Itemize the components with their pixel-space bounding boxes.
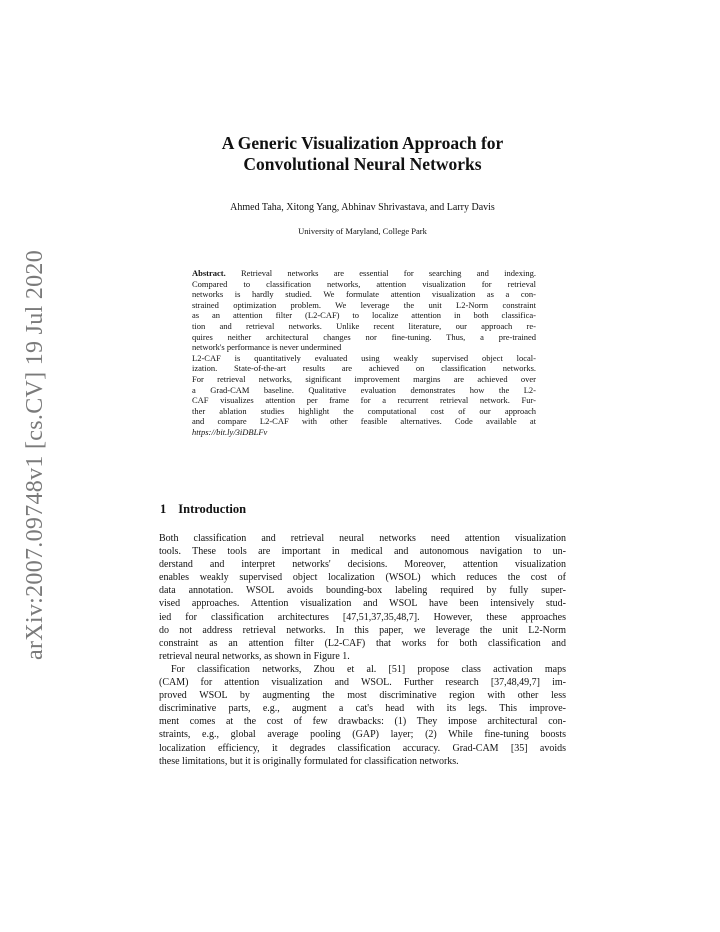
- paragraph-line: ied for classification architectures [47,51,37,35,48,7]. However, these approaches: [159, 611, 566, 623]
- abstract-line: ther ablation studies highlight the computational cost of our approach: [192, 405, 536, 416]
- introduction-body: [159, 532, 566, 768]
- paragraph-line: tools. These tools are important in medical and autonomous navigation to un-: [159, 546, 566, 558]
- paragraph-line: enables weakly supervised object localization (WSOL) which reduces the cost of: [159, 572, 566, 584]
- abstract-line: networks is hardly studied. We formulate attention visualization as a con-: [192, 289, 536, 300]
- paragraph-line: discriminative parts, e.g., augment a cat's head with its legs. This improve-: [159, 703, 566, 715]
- abstract-line: quires neither architectural changes nor fine-tuning. Thus, a pre-trained: [192, 331, 536, 342]
- paper-title: [120, 133, 605, 175]
- paragraph-line: retrieval neural networks, as shown in Figure 1.: [159, 650, 350, 662]
- abstract-line: a Grad-CAM baseline. Qualitative evaluation demonstrates how the L2-: [192, 384, 536, 395]
- abstract-line: For retrieval networks, significant improvement margins are achieved over: [192, 373, 536, 384]
- abstract: [192, 268, 536, 438]
- paragraph-line: data annotation. WSOL avoids bounding-box labeling required by fully super-: [159, 585, 566, 597]
- abstract-line: Abstract. Retrieval networks are essential for searching and indexing.: [192, 268, 536, 278]
- abstract-line: ization. State-of-the-art results are achieved on classification networks.: [192, 363, 536, 374]
- paragraph-line: Both classification and retrieval neural networks need attention visualization: [159, 533, 566, 544]
- arxiv-identifier: arXiv:2007.09748v1 [cs.CV] 19 Jul 2020: [22, 249, 48, 660]
- paragraph-line: straints, e.g., global average pooling (GAP) layer; (2) While fine-tuning boosts: [159, 729, 566, 741]
- code-link[interactable]: https://bit.ly/3iDBLFv: [192, 426, 268, 437]
- abstract-line: Compared to classification networks, attention visualization for retrieval: [192, 278, 536, 289]
- title-line-2: Convolutional Neural Networks: [243, 154, 482, 174]
- section-title: Introduction: [178, 502, 247, 516]
- abstract-line: and compare L2-CAF with other feasible alternatives. Code available at: [192, 416, 536, 427]
- abstract-line: strained optimization problem. We leverage the unit L2-Norm constraint: [192, 299, 536, 310]
- abstract-line: as an attention filter (L2-CAF) to localize attention in both classifica-: [192, 310, 536, 321]
- author-list: Ahmed Taha, Xitong Yang, Abhinav Shrivastava, and Larry Davis: [230, 202, 495, 213]
- paragraph-line: these limitations, but it is originally formulated for classification networks.: [159, 755, 459, 767]
- abstract-line: CAF visualizes attention per frame for a recurrent retrieval network. Fur-: [192, 395, 536, 406]
- paragraph-line: For classification networks, Zhou et al. [51] propose class activation maps: [171, 663, 566, 675]
- paragraph-line: ment comes at the cost of few drawbacks: (1) They impose architectural con-: [159, 716, 566, 728]
- section-heading: [160, 502, 246, 517]
- section-number: 1: [160, 502, 167, 516]
- abstract-line: network's performance is never undermined: [192, 342, 342, 353]
- paragraph-line: localization efficiency, it degrades classification accuracy. Grad-CAM [35] avoids: [159, 742, 566, 754]
- paragraph-line: (CAM) for attention visualization and WSOL. Further research [37,48,49,7] im-: [159, 677, 566, 689]
- paragraph-line: constraint as an attention filter (L2-CAF) that works for both classification and: [159, 637, 566, 649]
- paragraph-line: derstand and interpret networks' decisions. Moreover, attention visualization: [159, 559, 566, 571]
- affiliation: University of Maryland, College Park: [298, 226, 427, 236]
- paragraph-line: do not address retrieval networks. In this paper, we leverage the unit L2-Norm: [159, 624, 566, 636]
- abstract-line: L2-CAF is quantitatively evaluated using weakly supervised object local-: [192, 352, 536, 363]
- abstract-line: tion and retrieval networks. Unlike recent literature, our approach re-: [192, 320, 536, 331]
- paragraph-line: proved WSOL by augmenting the most discriminative region with other less: [159, 690, 566, 702]
- abstract-label: Abstract.: [192, 268, 226, 278]
- paragraph-line: vised approaches. Attention visualization and WSOL have been intensively stud-: [159, 598, 566, 610]
- title-line-1: A Generic Visualization Approach for: [221, 133, 504, 153]
